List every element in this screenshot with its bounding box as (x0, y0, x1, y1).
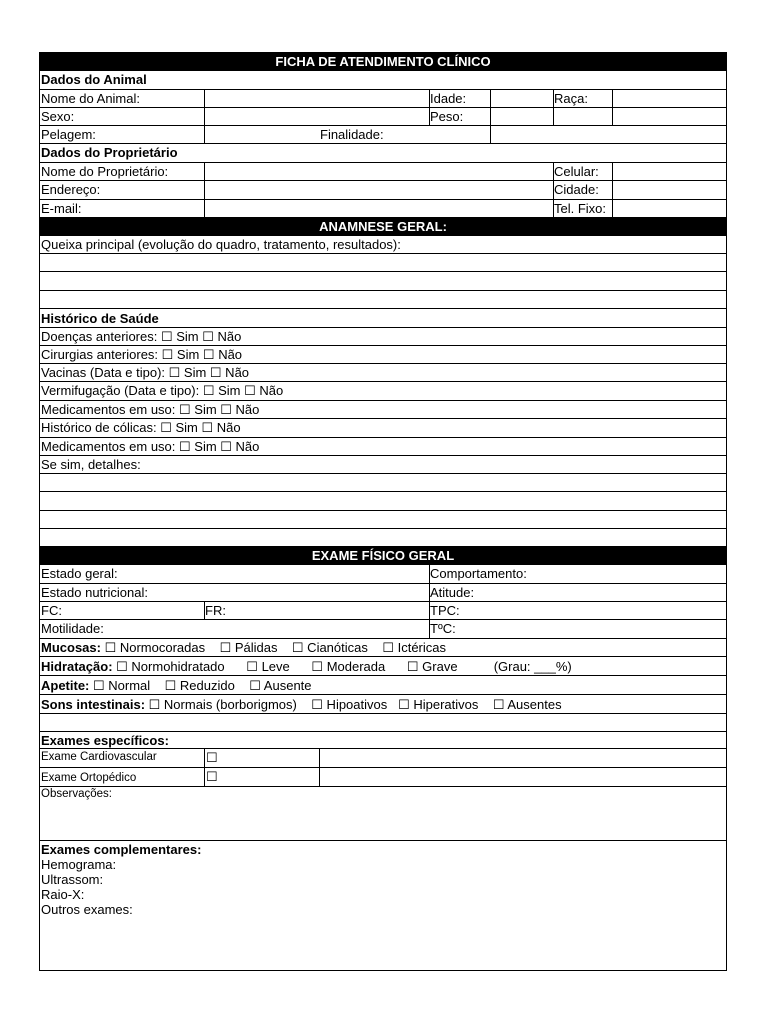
details-line[interactable] (40, 492, 726, 511)
city-field[interactable] (613, 181, 727, 199)
observations-box[interactable] (40, 787, 726, 841)
mobile-label: Celular: (554, 164, 599, 179)
history-item[interactable]: Doenças anteriores: ☐ Sim ☐ Não (41, 329, 242, 344)
age-field[interactable] (491, 90, 554, 107)
ortho-exam-label: Exame Ortopédico (41, 772, 137, 784)
email-field[interactable] (205, 200, 553, 217)
bowel-sounds-checkboxes[interactable]: ☐ Normais (borborigmos) ☐ Hipoativos ☐ Hiperativos ☐ Ausentes (148, 697, 562, 712)
attitude-label[interactable]: Atitude: (430, 585, 475, 600)
cardio-exam-notes[interactable] (320, 749, 727, 767)
mobile-field[interactable] (613, 163, 727, 180)
clinical-form (39, 52, 727, 971)
heart-rate-label[interactable]: FC: (41, 603, 62, 618)
address-row (40, 181, 726, 200)
history-item[interactable]: Cirurgias anteriores: ☐ Sim ☐ Não (41, 347, 243, 362)
motility-label[interactable]: Motilidade: (41, 621, 104, 636)
complementary-exam-item[interactable]: Raio-X: (41, 887, 85, 902)
landline-label: Tel. Fixo: (554, 201, 607, 216)
complementary-exams-list (41, 842, 201, 917)
health-history-heading: Histórico de Saúde (41, 311, 159, 326)
appetite-label: Apetite: (41, 678, 90, 693)
history-item-row (40, 346, 726, 364)
age-label: Idade: (430, 91, 467, 106)
capillary-refill-label[interactable]: TPC: (430, 603, 460, 618)
weight-label: Peso: (430, 109, 464, 124)
details-label: Se sim, detalhes: (41, 457, 141, 472)
breed-label: Raça: (554, 91, 588, 106)
observations-label: Observações: (41, 788, 112, 800)
city-label: Cidade: (554, 182, 599, 197)
complaint-line[interactable] (40, 272, 726, 291)
history-item[interactable]: Histórico de cólicas: ☐ Sim ☐ Não (41, 420, 241, 435)
owner-name-field[interactable] (205, 163, 553, 180)
appetite-checkboxes[interactable]: ☐ Normal ☐ Reduzido ☐ Ausente (93, 678, 312, 693)
history-item-row (40, 419, 726, 438)
hydration-row (40, 657, 726, 676)
bowel-sounds-options[interactable] (40, 696, 562, 713)
mucosa-checkboxes[interactable]: ☐ Normocoradas ☐ Pálidas ☐ Cianóticas ☐ Ictéricas (104, 640, 446, 655)
form-title: FICHA DE ATENDIMENTO CLÍNICO (40, 53, 726, 71)
purpose-field[interactable] (491, 126, 727, 143)
complementary-exams-box[interactable] (40, 841, 726, 970)
details-line[interactable] (40, 529, 726, 547)
history-item-row (40, 364, 726, 382)
history-item-row (40, 401, 726, 419)
hydration-options[interactable] (40, 658, 572, 675)
temperature-label[interactable]: TºC: (430, 621, 456, 636)
history-item-row (40, 438, 726, 456)
sex-label: Sexo: (41, 109, 75, 124)
complementary-exam-item[interactable]: Outros exames: (41, 902, 133, 917)
history-item-row (40, 382, 726, 401)
animal-name-label: Nome do Animal: (41, 91, 140, 106)
details-line[interactable] (40, 511, 726, 529)
complementary-exams-heading: Exames complementares: (41, 842, 202, 857)
complaint-line[interactable] (40, 254, 726, 272)
details-row (40, 456, 726, 474)
specific-exams-heading: Exames específicos: (41, 733, 169, 748)
history-item[interactable]: Medicamentos em uso: ☐ Sim ☐ Não (41, 402, 260, 417)
animal-section-row (40, 71, 726, 90)
behavior-label[interactable]: Comportamento: (430, 566, 527, 581)
resp-rate-label[interactable]: FR: (205, 603, 226, 618)
ortho-exam-row (40, 768, 726, 787)
mucosa-label: Mucosas: (41, 640, 101, 655)
weight-field[interactable] (491, 108, 554, 125)
general-state-label[interactable]: Estado geral: (41, 566, 118, 581)
nutrition-label[interactable]: Estado nutricional: (41, 585, 148, 600)
ortho-exam-checkbox[interactable]: ☐ (206, 769, 218, 784)
cardio-exam-label: Exame Cardiovascular (41, 751, 157, 763)
ortho-exam-notes[interactable] (320, 768, 727, 786)
animal-section-heading: Dados do Animal (41, 72, 147, 87)
hydration-label: Hidratação: (41, 659, 113, 674)
sex-field[interactable] (205, 108, 429, 125)
mucosa-options[interactable] (40, 639, 446, 656)
complaint-label: Queixa principal (evolução do quadro, tratamento, resultados): (41, 237, 401, 252)
history-item[interactable]: Medicamentos em uso: ☐ Sim ☐ Não (41, 439, 260, 454)
owner-name-label: Nome do Proprietário: (41, 164, 169, 179)
history-item[interactable]: Vermifugação (Data e tipo): ☐ Sim ☐ Não (41, 383, 284, 398)
bowel-sounds-row (40, 695, 726, 714)
bowel-sounds-label: Sons intestinais: (41, 697, 146, 712)
motility-row (40, 620, 726, 639)
complementary-exam-item[interactable]: Ultrassom: (41, 872, 104, 887)
hydration-checkboxes[interactable]: ☐ Normohidratado ☐ Leve ☐ Moderada ☐ Grave (Grau: ___%) (116, 659, 572, 674)
health-history-row (40, 309, 726, 328)
complaint-line[interactable] (40, 291, 726, 309)
nutrition-row (40, 584, 726, 602)
coat-label: Pelagem: (41, 127, 96, 142)
animal-name-row (40, 90, 726, 108)
complaint-row (40, 236, 726, 254)
purpose-label: Finalidade: (320, 127, 384, 142)
cardio-exam-row (40, 749, 726, 768)
appetite-options[interactable] (40, 677, 312, 694)
history-item[interactable]: Vacinas (Data e tipo): ☐ Sim ☐ Não (41, 365, 250, 380)
animal-name-field[interactable] (205, 90, 429, 107)
owner-name-row (40, 163, 726, 181)
owner-section-row (40, 144, 726, 163)
general-state-row (40, 565, 726, 584)
blank-row (40, 714, 726, 732)
owner-section-heading: Dados do Proprietário (41, 145, 178, 160)
cardio-exam-checkbox[interactable]: ☐ (206, 750, 218, 765)
email-label: E-mail: (41, 201, 82, 216)
specific-exams-row (40, 732, 726, 749)
address-field[interactable] (205, 181, 553, 199)
coat-row (40, 126, 726, 144)
coat-field[interactable] (205, 126, 319, 143)
anamnesis-heading: ANAMNESE GERAL: (40, 218, 726, 236)
appetite-row (40, 676, 726, 695)
sex-row (40, 108, 726, 126)
vitals-row (40, 602, 726, 620)
email-row (40, 200, 726, 218)
complementary-exam-item[interactable]: Hemograma: (41, 857, 117, 872)
landline-field[interactable] (613, 200, 727, 217)
details-line[interactable] (40, 474, 726, 492)
physical-exam-heading: EXAME FÍSICO GERAL (40, 547, 726, 565)
address-label: Endereço: (41, 182, 101, 197)
history-item-row (40, 328, 726, 346)
mucosa-row (40, 639, 726, 657)
breed-field[interactable] (613, 90, 727, 107)
